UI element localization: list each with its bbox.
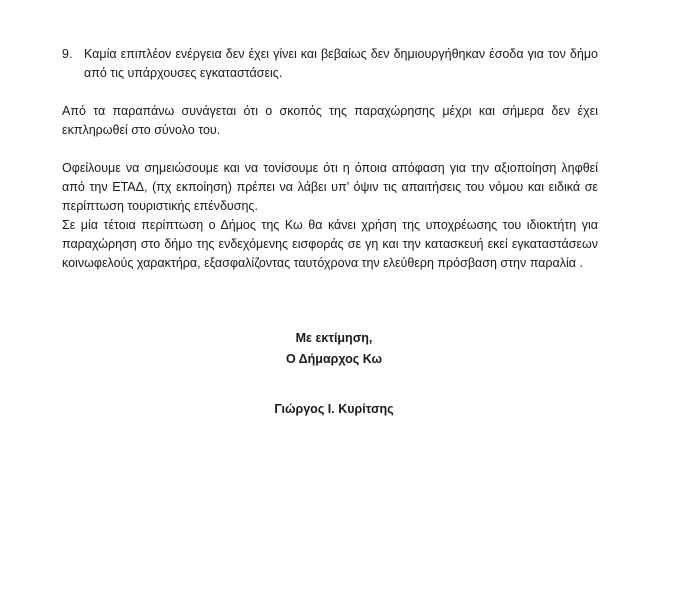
list-number: 9. [62,47,73,61]
list-item [62,45,598,83]
paragraph-conclusion: Από τα παραπάνω συνάγεται ότι ο σκοπός της παραχώρησης μέχρι και σήμερα δεν έχει εκπληρωθεί στο σύνολο του. [62,104,598,137]
paragraph-case: Σε μία τέτοια περίπτωση ο Δήμος της Κω θα κάνει χρήση της υποχρέωσης του ιδιοκτήτη για παραχώρηση στο δήμο της ενδεχόμενης εισφοράς σε γη και την κατασκευή εκεί εγκαταστάσεων κοινωφελούς χαρακτήρα, εξασφαλίζοντας ταυτόχρονα την ελεύθερη πρόσβαση στην παραλία . [62,218,598,270]
signer-title: Ο Δήμαρχος Κω [285,352,383,366]
signature-name-block [34,399,634,420]
signer-name: Γιώργος Ι. Κυρίτσης [274,402,394,416]
signature-closing-block [34,328,634,370]
paragraph-note: Οφείλουμε να σημειώσουμε και να τονίσουμε ότι η όποια απόφαση για την αξιοποίηση ληφθεί από την ΕΤΑΔ, (πχ εκποίηση) πρέπει να λάβει υπ’ όψιν τις απαιτήσεις του νόμου και ειδικά σε περίπτωση τουριστικής επένδυσης. [62,161,598,213]
list-item-text: Καμία επιπλέον ενέργεια δεν έχει γίνει και βεβαίως δεν δημιουργήθηκαν έσοδα για τον δήμο από τις υπάρχουσες εγκαταστάσεις. [84,47,598,80]
closing-text: Με εκτίμηση, [295,331,373,345]
document-body [62,45,598,273]
